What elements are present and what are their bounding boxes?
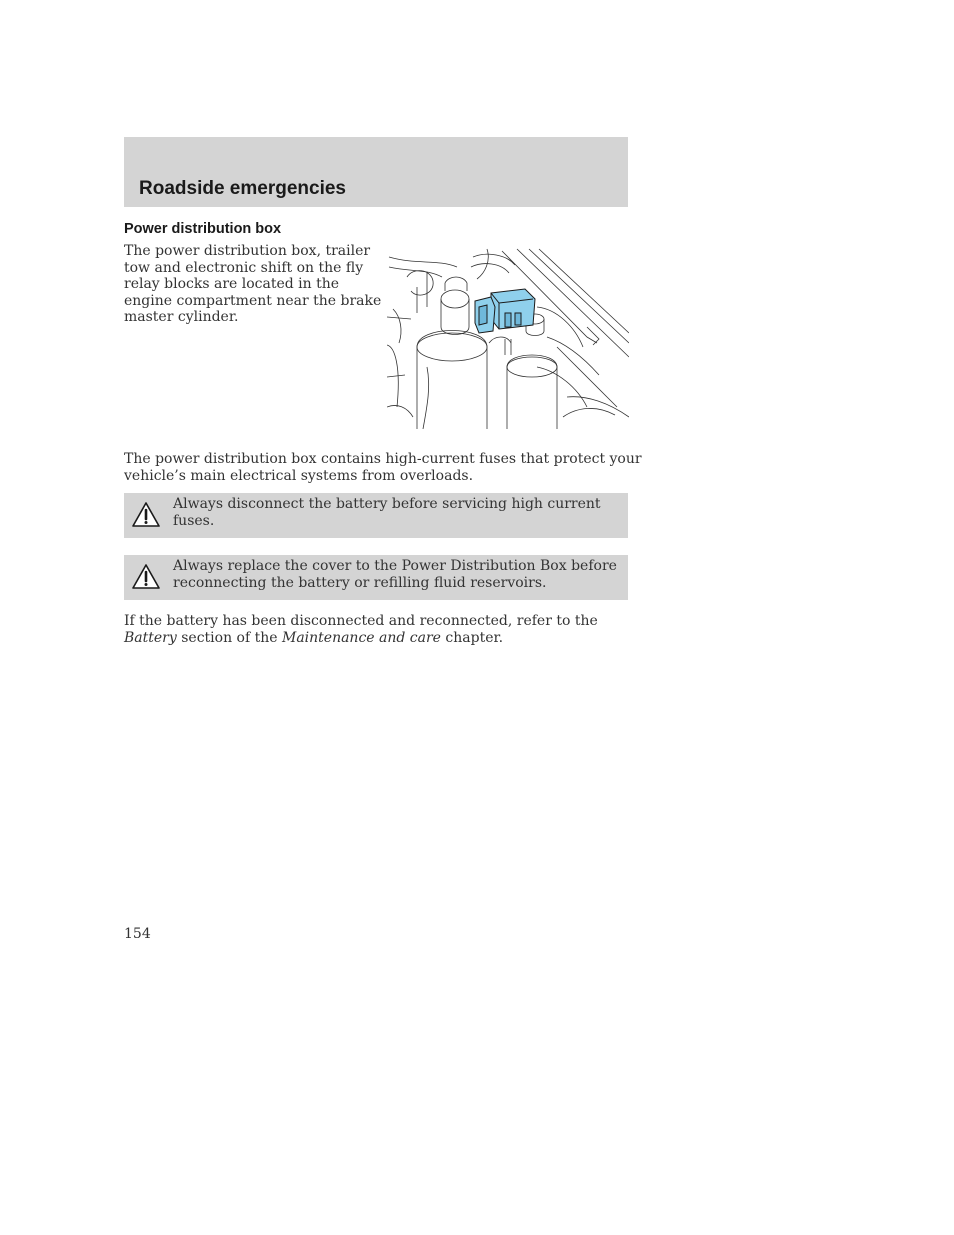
warning-line: fuses. [173, 512, 215, 529]
intro-paragraph [124, 243, 382, 326]
intro-line: The power distribution box, trailer [124, 243, 371, 259]
intro-line: engine compartment near the brake [124, 292, 382, 309]
battery-note-paragraph [124, 613, 634, 646]
warning-triangle-icon [131, 501, 161, 528]
intro-line: master cylinder. [124, 309, 239, 325]
warning-line: Always replace the cover to the Power Distribution Box before [173, 558, 617, 574]
intro-line: relay blocks are located in the [124, 276, 340, 292]
page-number: 154 [124, 926, 151, 942]
battery-note-end-text: chapter. [440, 629, 504, 646]
fuses-line: vehicle’s main electrical systems from overloads. [124, 467, 474, 484]
warning-text [173, 496, 623, 529]
battery-note-line: If the battery has been disconnected and reconnected, refer to the [124, 613, 598, 629]
warning-line: Always disconnect the battery before servicing high current [173, 496, 601, 512]
section-title: Roadside emergencies [139, 178, 346, 199]
warning-triangle-icon [131, 563, 161, 590]
subsection-heading: Power distribution box [124, 221, 282, 237]
battery-section-reference: Battery [124, 629, 177, 646]
battery-note-mid-text: section of the [176, 629, 282, 646]
maintenance-chapter-reference: Maintenance and care [281, 629, 441, 646]
warning-box [124, 493, 628, 538]
warning-line: reconnecting the battery or refilling fluid reservoirs. [173, 574, 547, 591]
battery-note-line [124, 630, 634, 647]
warning-text [173, 558, 623, 591]
fuses-paragraph [124, 451, 642, 484]
fuses-line: The power distribution box contains high-current fuses that protect your [124, 451, 642, 467]
engine-compartment-illustration [387, 247, 629, 429]
warning-box [124, 555, 628, 600]
intro-line: tow and electronic shift on the fly [124, 259, 364, 276]
